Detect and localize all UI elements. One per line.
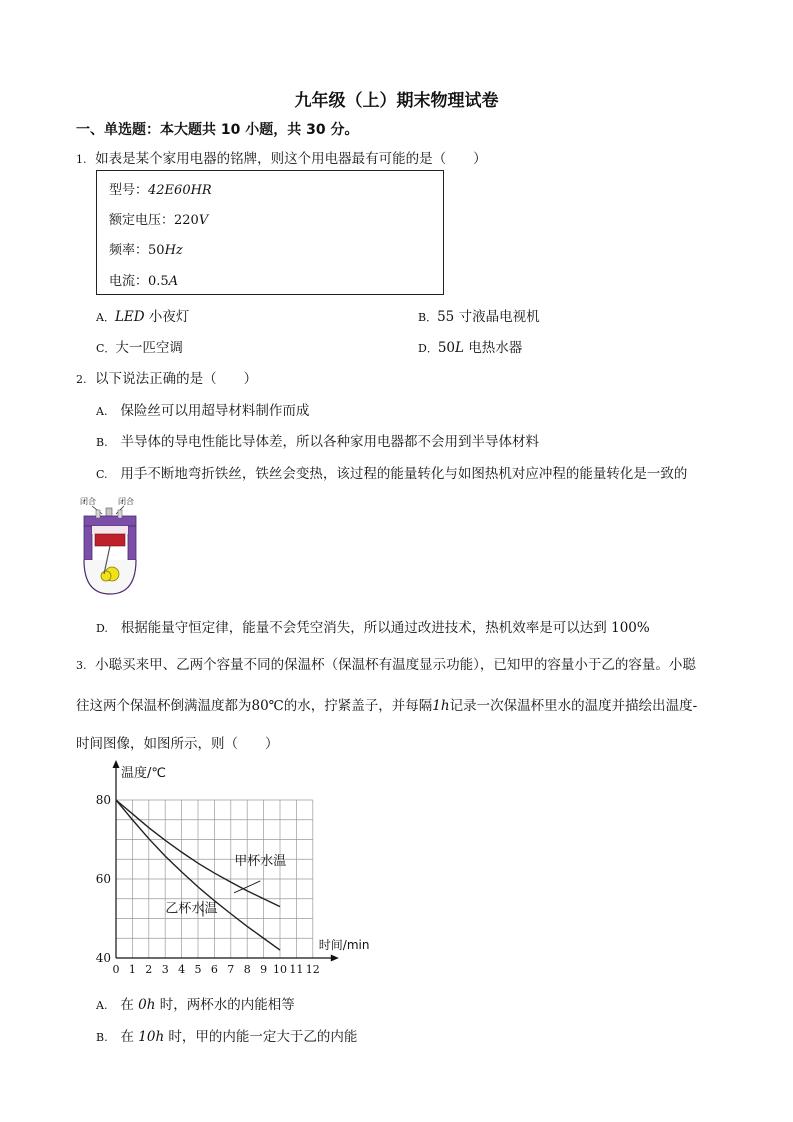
option-unit: LED xyxy=(114,309,145,325)
x-tick-label: 7 xyxy=(227,963,235,976)
option-text: 时，甲的内能一定大于乙的内能 xyxy=(164,1029,358,1045)
x-tick-label: 12 xyxy=(305,963,320,976)
option-letter: B． xyxy=(418,311,438,324)
temperature-time-chart xyxy=(90,758,390,978)
nameplate-unit: V xyxy=(198,213,209,228)
option-text: 用手不断地弯折铁丝，铁丝会变热，该过程的能量转化与如图热机对应冲程的能量转化是一致的 xyxy=(120,466,688,482)
option-letter: C. xyxy=(96,468,108,481)
x-axis-label: 时间/min xyxy=(318,938,370,952)
question-3-line-2 xyxy=(76,694,697,714)
x-tick-label: 0 xyxy=(112,963,120,976)
option-unit: L xyxy=(455,340,464,356)
nameplate-label: 型号： xyxy=(109,183,149,198)
option-d[interactable] xyxy=(96,616,650,636)
option-text: 电热水器 xyxy=(463,340,523,356)
option-letter: A. xyxy=(96,405,108,418)
option-letter: D． xyxy=(418,342,438,355)
question-text: 往这两个保温杯倒满温度都为 xyxy=(76,698,252,714)
question-3-line-3 xyxy=(76,732,279,752)
question-text: 小聪买来甲、乙两个容量不同的保温杯（保温杯有温度显示功能），已知甲的容量小于乙的容量。小聪 xyxy=(95,657,696,673)
nameplate-unit: A xyxy=(168,274,179,289)
y-tick-label: 80 xyxy=(95,793,111,807)
nameplate-label: 电流： xyxy=(109,274,149,289)
option-text: 在 xyxy=(120,1029,139,1045)
question-2-stem xyxy=(76,367,257,387)
nameplate-voltage xyxy=(109,209,208,228)
option-d[interactable] xyxy=(418,336,522,356)
nameplate-frequency xyxy=(109,239,183,258)
option-b[interactable] xyxy=(96,430,539,450)
option-a[interactable] xyxy=(96,993,295,1013)
nameplate-current xyxy=(109,270,178,289)
option-value: 50 xyxy=(437,340,456,356)
section-heading: 一、单选题：本大题共 10 小题，共 30 分。 xyxy=(76,122,359,138)
question-1-stem xyxy=(76,147,487,167)
question-number: 3. xyxy=(76,659,87,672)
option-a[interactable] xyxy=(96,305,189,325)
option-b[interactable] xyxy=(418,305,540,325)
question-value: 80℃ xyxy=(251,698,284,714)
x-tick-label: 8 xyxy=(243,963,251,976)
nameplate-label: 额定电压： xyxy=(109,213,175,228)
option-text: 保险丝可以用超导材料制作而成 xyxy=(120,403,310,419)
question-text: 如表是某个家用电器的铭牌，则这个用电器最有可能的是（ ） xyxy=(95,151,487,167)
series-annotation: 甲杯水温 xyxy=(234,854,287,870)
option-letter: B. xyxy=(96,1031,108,1044)
x-tick-label: 2 xyxy=(145,963,153,976)
chart-svg xyxy=(90,758,390,978)
question-text: 的水，拧紧盖子，并每隔 xyxy=(283,698,433,714)
page-title: 九年级（上）期末物理试卷 xyxy=(294,91,499,111)
option-letter: D. xyxy=(96,622,108,635)
engine-label-left: 闭合 xyxy=(80,497,96,506)
nameplate-table xyxy=(96,170,444,295)
question-number: 2. xyxy=(76,373,87,386)
nameplate-label: 频率： xyxy=(109,243,149,258)
nameplate-value: 42E60HR xyxy=(148,183,212,198)
option-text: 时，两杯水的内能相等 xyxy=(155,997,295,1013)
engine-diagram xyxy=(78,494,144,596)
option-text: 根据能量守恒定律，能量不会凭空消失，所以通过改进技术，热机效率是可以达到 100% xyxy=(120,620,650,636)
nameplate-value: 50 xyxy=(148,243,165,258)
question-text: 时间图像，如图所示，则（ ） xyxy=(76,736,279,752)
question-value: 1h xyxy=(432,698,450,714)
x-tick-label: 6 xyxy=(210,963,218,976)
option-letter: C． xyxy=(96,342,116,355)
y-tick-label: 60 xyxy=(95,872,111,886)
x-tick-label: 9 xyxy=(260,963,268,976)
x-axis-arrow xyxy=(331,955,339,962)
x-tick-label: 1 xyxy=(128,963,136,976)
option-text: 大一匹空调 xyxy=(115,340,183,356)
series-annotation: 乙杯水温 xyxy=(165,901,218,917)
engine-label-right: 闭合 xyxy=(118,497,134,506)
nameplate-unit: Hz xyxy=(164,243,183,258)
x-tick-label: 5 xyxy=(194,963,202,976)
nameplate-value: 0.5 xyxy=(148,274,169,289)
option-c[interactable] xyxy=(96,462,687,482)
option-c[interactable] xyxy=(96,336,183,356)
option-text: 55 寸液晶电视机 xyxy=(437,309,540,325)
y-tick-label: 40 xyxy=(95,951,111,965)
y-axis-arrow xyxy=(113,760,120,768)
option-value: 10h xyxy=(138,1029,165,1045)
x-tick-label: 3 xyxy=(161,963,169,976)
option-text: 在 xyxy=(120,997,139,1013)
x-tick-label: 11 xyxy=(289,963,304,976)
x-tick-label: 4 xyxy=(178,963,186,976)
question-number: 1. xyxy=(76,153,87,166)
question-3-line-1 xyxy=(76,653,696,673)
x-tick-label: 10 xyxy=(273,963,287,976)
option-letter: A. xyxy=(96,999,108,1012)
question-text: 记录一次保温杯里水的温度并描绘出温度- xyxy=(449,698,698,714)
question-text: 以下说法正确的是（ ） xyxy=(95,371,258,387)
option-a[interactable] xyxy=(96,399,309,419)
nameplate-model xyxy=(109,179,212,198)
y-axis-label: 温度/℃ xyxy=(121,766,166,781)
nameplate-value: 220 xyxy=(174,213,199,228)
option-letter: A． xyxy=(96,311,115,324)
option-b[interactable] xyxy=(96,1025,357,1045)
option-letter: B. xyxy=(96,436,108,449)
option-text: 小夜灯 xyxy=(144,309,190,325)
option-value: 0h xyxy=(138,997,156,1013)
option-text: 半导体的导电性能比导体差，所以各种家用电器都不会用到半导体材料 xyxy=(120,434,539,450)
